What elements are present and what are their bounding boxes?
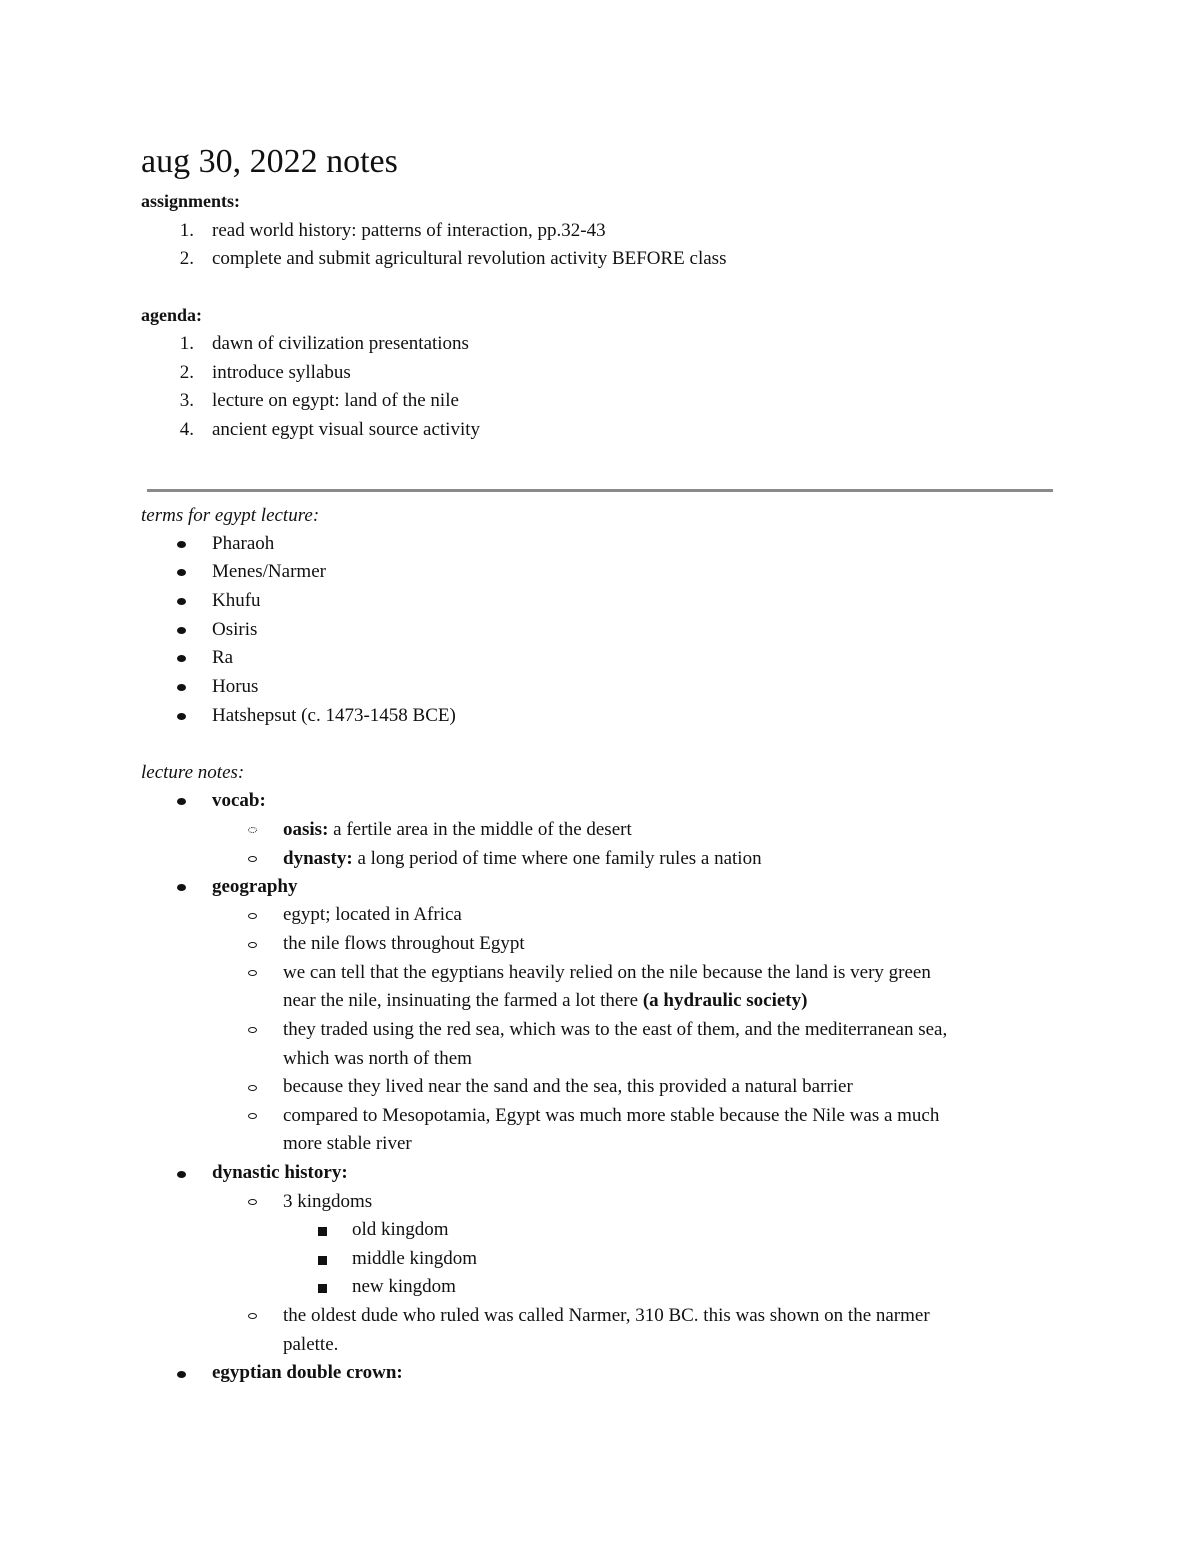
list-item-continuation	[283, 988, 807, 1014]
list-number: 1.	[179, 333, 194, 354]
list-item: complete and submit agricultural revolution activity BEFORE class	[212, 248, 727, 269]
horizontal-divider	[147, 489, 1053, 492]
term: oasis:	[283, 819, 329, 840]
hollow-bullet-icon	[248, 913, 257, 919]
list-item: 3 kingdoms	[283, 1191, 373, 1212]
hollow-bullet-icon	[248, 1313, 257, 1319]
list-item: read world history: patterns of interaction, pp.32-43	[212, 220, 606, 241]
list-item: Hatshepsut (c. 1473-1458 BCE)	[212, 705, 456, 726]
page-title: aug 30, 2022 notes	[141, 143, 398, 180]
hollow-bullet-icon	[248, 1027, 257, 1033]
bullet-icon	[177, 713, 186, 720]
list-item-continuation: which was north of them	[283, 1048, 472, 1069]
list-item: introduce syllabus	[212, 362, 351, 383]
list-number: 3.	[179, 390, 194, 411]
list-item: they traded using the red sea, which was to the east of them, and the mediterranean sea,	[283, 1019, 948, 1040]
terms-heading: terms for egypt lecture:	[141, 505, 320, 526]
hollow-bullet-icon	[248, 1085, 257, 1091]
bullet-icon	[177, 655, 186, 662]
square-bullet-icon	[318, 1284, 327, 1293]
term: dynasty:	[283, 848, 353, 869]
double-crown-label: egyptian double crown:	[212, 1362, 403, 1383]
list-item: Pharaoh	[212, 533, 275, 554]
bullet-icon	[177, 684, 186, 691]
list-item: the nile flows throughout Egypt	[283, 933, 525, 954]
list-item: Menes/Narmer	[212, 561, 326, 582]
list-number: 2.	[179, 362, 194, 383]
hollow-bullet-icon	[248, 970, 257, 976]
list-item: Horus	[212, 676, 259, 697]
bullet-icon	[177, 1171, 186, 1178]
list-item-continuation: palette.	[283, 1334, 339, 1355]
hollow-bullet-icon	[248, 856, 257, 862]
square-bullet-icon	[318, 1227, 327, 1236]
list-item: middle kingdom	[352, 1248, 478, 1269]
bullet-icon	[177, 541, 186, 548]
definition: a long period of time where one family rules a nation	[352, 848, 762, 869]
list-item	[283, 817, 632, 843]
bullet-icon	[177, 884, 186, 891]
hollow-bullet-icon	[248, 1199, 257, 1205]
list-item: we can tell that the egyptians heavily relied on the nile because the land is very green	[283, 962, 931, 983]
list-item: Khufu	[212, 590, 261, 611]
vocab-label: vocab:	[212, 790, 266, 811]
bullet-icon	[177, 569, 186, 576]
list-item: Ra	[212, 647, 234, 668]
definition: a fertile area in the middle of the desert	[328, 819, 632, 840]
list-number: 2.	[179, 248, 194, 269]
list-item: lecture on egypt: land of the nile	[212, 390, 459, 411]
list-number: 1.	[179, 220, 194, 241]
hollow-bullet-icon	[248, 827, 257, 833]
list-item: ancient egypt visual source activity	[212, 419, 481, 440]
hollow-bullet-icon	[248, 942, 257, 948]
dynastic-history-label: dynastic history:	[212, 1162, 348, 1183]
bullet-icon	[177, 598, 186, 605]
text: near the nile, insinuating the farmed a lot there	[283, 990, 643, 1011]
list-item: the oldest dude who ruled was called Narmer, 310 BC. this was shown on the narmer	[283, 1305, 930, 1326]
lecture-notes-heading: lecture notes:	[141, 762, 245, 783]
list-item: Osiris	[212, 619, 258, 640]
list-item: new kingdom	[352, 1276, 456, 1297]
geography-label: geography	[212, 876, 298, 897]
square-bullet-icon	[318, 1256, 327, 1265]
list-item: old kingdom	[352, 1219, 449, 1240]
list-item	[283, 846, 762, 872]
list-item-continuation: more stable river	[283, 1133, 412, 1154]
bullet-icon	[177, 798, 186, 805]
list-item: egypt; located in Africa	[283, 904, 462, 925]
bullet-icon	[177, 1371, 186, 1378]
assignments-heading: assignments:	[141, 191, 241, 211]
bullet-icon	[177, 627, 186, 634]
list-item: dawn of civilization presentations	[212, 333, 469, 354]
emphasis: (a hydraulic society)	[642, 990, 808, 1011]
list-item: compared to Mesopotamia, Egypt was much more stable because the Nile was a much	[283, 1105, 940, 1126]
list-number: 4.	[179, 419, 194, 440]
list-item: because they lived near the sand and the sea, this provided a natural barrier	[283, 1076, 853, 1097]
hollow-bullet-icon	[248, 1113, 257, 1119]
agenda-heading: agenda:	[141, 305, 203, 325]
